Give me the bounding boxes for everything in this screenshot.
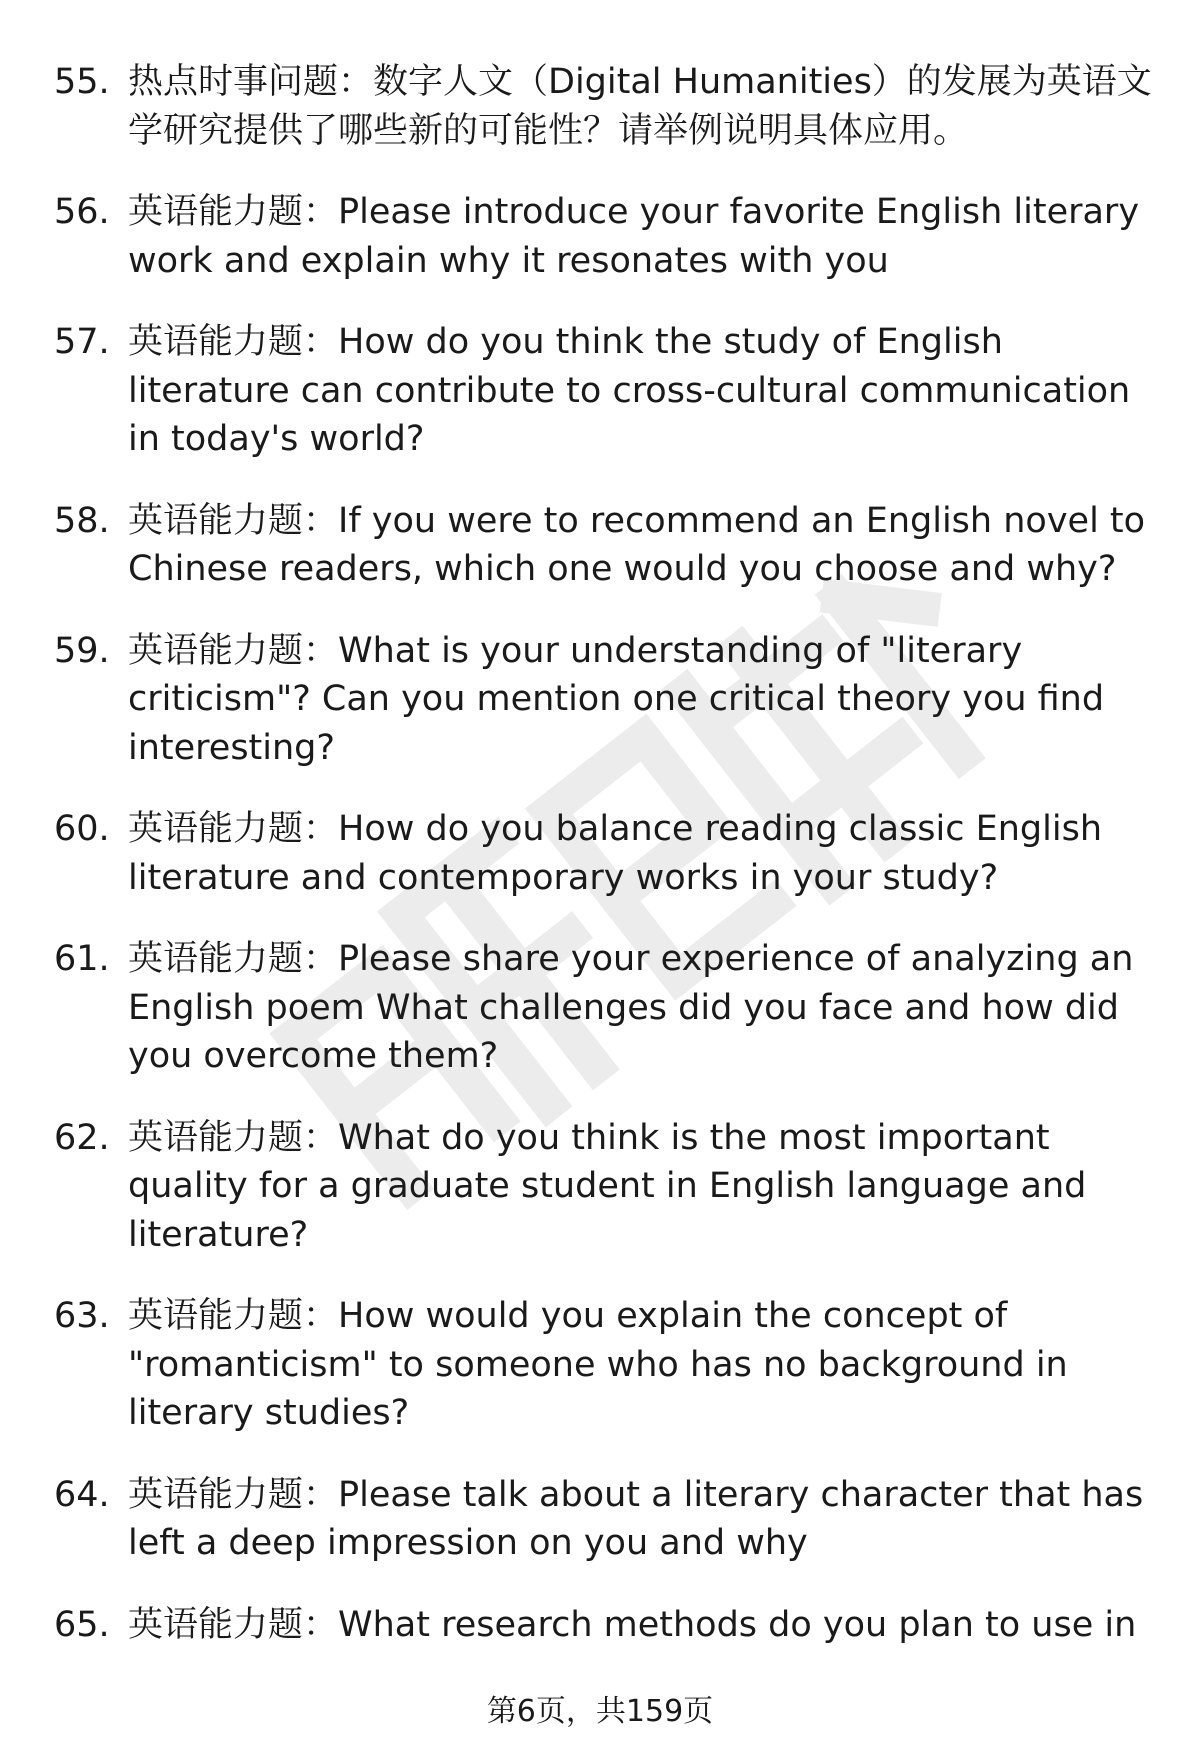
question-item xyxy=(0,497,1158,594)
question-item xyxy=(0,1114,1158,1260)
question-number: 58. xyxy=(54,500,110,541)
question-item xyxy=(0,1601,1158,1650)
question-item xyxy=(0,1471,1158,1568)
question-text: 英语能力题：Please share your experience of analyzing an English poem What challenges did you face and how did you overcome them? xyxy=(128,939,1134,1076)
question-text: 英语能力题：How would you explain the concept of "romanticism" to someone who has no background in literary studies? xyxy=(128,1296,1068,1433)
question-text: 英语能力题：Please introduce your favorite English literary work and explain why it resonates with you xyxy=(128,192,1140,281)
question-number: 65. xyxy=(54,1604,110,1645)
question-number: 62. xyxy=(54,1117,110,1158)
question-item xyxy=(0,1292,1158,1438)
question-item xyxy=(0,935,1158,1081)
question-number: 60. xyxy=(54,809,110,849)
question-list xyxy=(0,58,1200,1682)
question-item xyxy=(0,188,1158,285)
question-text: 英语能力题：Please talk about a literary character that has left a deep impression on you and why xyxy=(128,1474,1144,1563)
question-number: 59. xyxy=(54,630,110,671)
question-number: 57. xyxy=(54,322,110,362)
question-item xyxy=(0,318,1158,464)
question-text: 热点时事问题：数字人文（Digital Humanities）的发展为英语文学研究提供了哪些新的可能性？请举例说明具体应用。 xyxy=(128,62,1152,151)
question-number: 61. xyxy=(54,939,110,979)
question-text: 英语能力题：If you were to recommend an English novel to Chinese readers, which one would you choose and why? xyxy=(128,500,1146,589)
question-item xyxy=(0,805,1158,902)
question-number: 63. xyxy=(54,1296,110,1336)
question-item xyxy=(0,58,1158,155)
question-number: 55. xyxy=(54,62,110,102)
question-item xyxy=(0,627,1158,773)
question-text: 英语能力题：What do you think is the most important quality for a graduate student in English language and literature? xyxy=(128,1117,1087,1255)
question-text: 英语能力题：How do you think the study of English literature can contribute to cross-cultural communication in today's world? xyxy=(128,322,1131,459)
question-text: 英语能力题：How do you balance reading classic English literature and contemporary works in your study? xyxy=(128,809,1103,898)
page-number-footer: 第6页，共159页 xyxy=(0,1692,1200,1732)
question-number: 56. xyxy=(54,192,110,232)
question-text: 英语能力题：What research methods do you plan to use in xyxy=(128,1604,1137,1645)
question-number: 64. xyxy=(54,1474,110,1515)
question-text: 英语能力题：What is your understanding of "literary criticism"? Can you mention one critical theory you find interesting? xyxy=(128,630,1105,768)
